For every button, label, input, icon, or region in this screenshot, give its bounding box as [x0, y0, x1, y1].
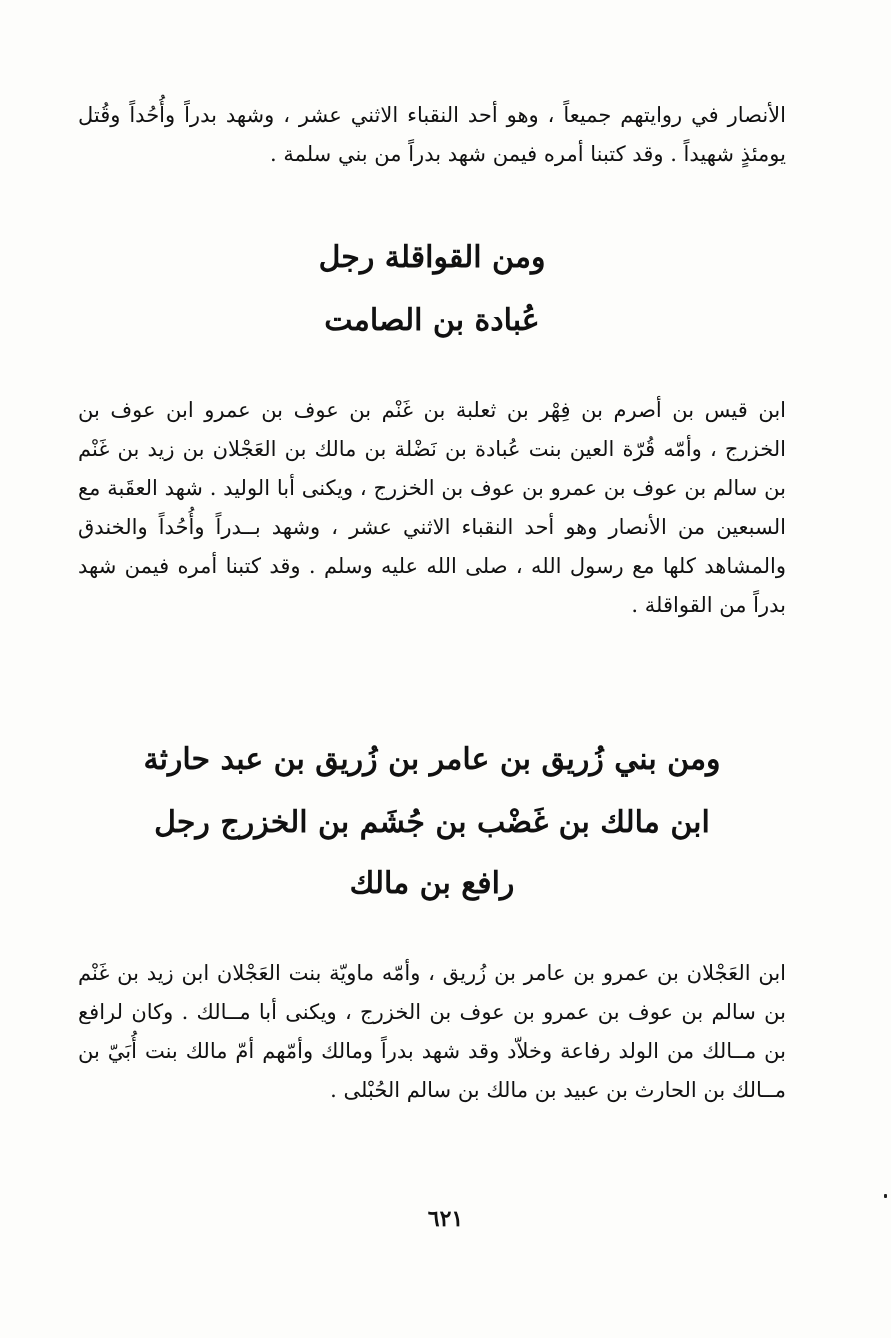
paragraph-ubada: ابن قيس بن أصرم بن فِهْر بن ثعلبة بن غَنْم بن عوف بن عمرو ابن عوف بن الخزرج ، وأمّه قُرّة العين بنت عُبادة بن نَضْلة بن مالك بن العَجْلان بن زيد بن غَنْم بن سالم بن عوف بن عمرو بن عوف بن الخزرج ، ويكنى أبا الوليد . شهد العقَبة مع السبعين من الأنصار وهو أحد النقباء الاثني عشر ، وشهد بــدراً وأُحُداً والخندق والمشاهد كلها مع رسول الله ، صلى الله عليه وسلم . وقد كتبنا أمره فيمن شهد بدراً من القواقلة .	[78, 398, 786, 617]
section-heading-ubada: عُبادة بن الصامت	[324, 303, 540, 338]
page-number: ٦٢١	[427, 1206, 464, 1232]
scan-speck	[884, 1194, 887, 1198]
paragraph-intro: الأنصار في روايتهم جميعاً ، وهو أحد النقباء الاثني عشر ، وشهد بدراً وأُحُداً وقُتل يومئذٍ شهيداً . وقد كتبنا أمره فيمن شهد بدراً من بني سلمة .	[78, 103, 786, 166]
section-heading-zuraiq-2: ابن مالك بن غَضْب بن جُشَم بن الخزرج رجل	[154, 805, 710, 840]
paragraph-rafi: ابن العَجْلان بن عمرو بن عامر بن زُريق ، وأمّه ماويّة بنت العَجْلان ابن زيد بن غَنْم بن سالم بن عوف بن عمرو بن عوف بن الخزرج ، ويكنى أبا مــالك . وكان لرافع بن مــالك من الولد رفاعة وخلاّد وقد شهد بدراً ومالك وأمّهم أمّ مالك بنت أُبَيّ بن مــالك بن الحارث بن عبيد بن مالك بن سالم الحُبْلى .	[78, 961, 786, 1102]
section-heading-zuraiq-1: ومن بني زُريق بن عامر بن زُريق بن عبد حارثة	[143, 742, 721, 777]
section-heading-qawaqila: ومن القواقلة رجل	[318, 240, 546, 275]
section-heading-rafi: رافع بن مالك	[349, 866, 515, 901]
